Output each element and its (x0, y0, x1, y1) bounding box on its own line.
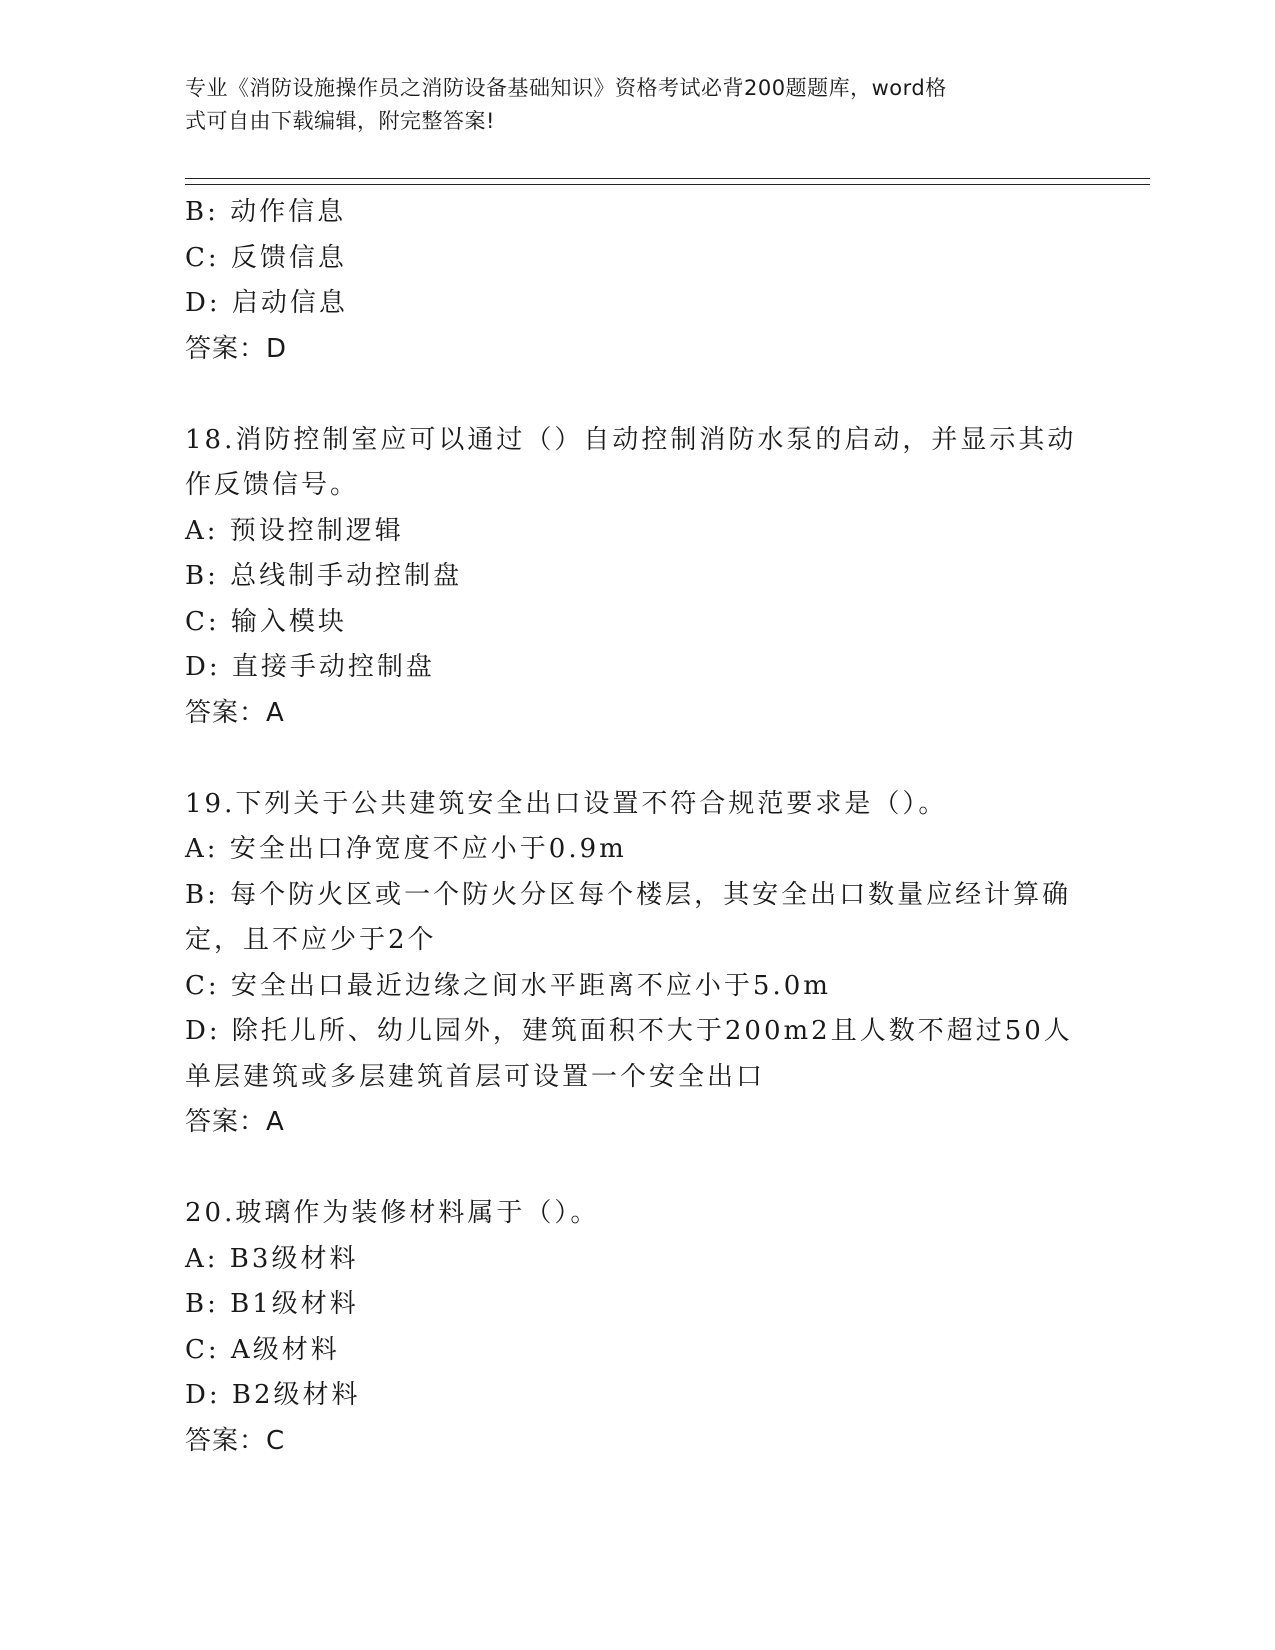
option-d: D: 直接手动控制盘 (185, 652, 435, 682)
question-20 (185, 1191, 1085, 1464)
option-c: C: 输入模块 (185, 606, 347, 637)
option-a: A: B3级材料 (185, 1243, 359, 1274)
answer-line (185, 1100, 1085, 1146)
answer-line (185, 691, 1085, 737)
spacer (185, 736, 1085, 782)
option-d: D: B2级材料 (185, 1380, 361, 1410)
question-stem-line-2: 作反馈信号。 (185, 470, 360, 500)
answer-value: D (266, 333, 288, 364)
option-b-line-2: 定，且不应少于2个 (185, 925, 437, 955)
answer-line (185, 1419, 1085, 1465)
question-stem: 20.玻璃作为装修材料属于（）。 (185, 1198, 600, 1228)
option-d: D: 启动信息 (185, 288, 348, 318)
spacer (185, 372, 1085, 418)
answer-label: 答案： (185, 1107, 267, 1137)
question-stem-line-1: 18.消防控制室应可以通过（）自动控制消防水泵的启动，并显示其动 (185, 424, 1077, 455)
option-b: B: B1级材料 (185, 1289, 359, 1319)
header-divider-thick (185, 178, 1150, 179)
answer-value: C (266, 1425, 286, 1456)
answer-label: 答案： (185, 1425, 267, 1456)
header-title-line-1: 专业《消防设施操作员之消防设备基础知识》资格考试必背200题题库，word格 (185, 76, 947, 100)
header-divider-thin (185, 184, 1150, 185)
option-b: B: 动作信息 (185, 197, 347, 227)
question-18 (185, 418, 1085, 737)
answer-label: 答案： (185, 697, 267, 728)
answer-line (185, 327, 1085, 373)
option-d-line-2: 单层建筑或多层建筑首层可设置一个安全出口 (185, 1061, 766, 1092)
option-c: C: 反馈信息 (185, 242, 347, 273)
document-body (185, 190, 1085, 1464)
option-b-line-1: B: 每个防火区或一个防火分区每个楼层，其安全出口数量应经计算确 (185, 879, 1072, 910)
option-d-line-1: D: 除托儿所、幼儿园外，建筑面积不大于200m2且人数不超过50人 (185, 1016, 1073, 1046)
answer-label: 答案： (185, 333, 267, 364)
question-19 (185, 782, 1085, 1146)
header-title-line-2: 式可自由下载编辑，附完整答案! (185, 109, 495, 133)
spacer (185, 1146, 1085, 1192)
option-a: A: 预设控制逻辑 (185, 515, 404, 546)
answer-value: A (266, 1107, 285, 1137)
question-17-continued (185, 190, 1085, 372)
question-stem: 19.下列关于公共建筑安全出口设置不符合规范要求是（）。 (185, 788, 948, 819)
option-c: C: 安全出口最近边缘之间水平距离不应小于5.0m (185, 970, 831, 1001)
option-a: A: 安全出口净宽度不应小于0.9m (185, 834, 627, 864)
document-header (185, 72, 1065, 138)
answer-value: A (266, 697, 285, 728)
option-c: C: A级材料 (185, 1334, 340, 1365)
option-b: B: 总线制手动控制盘 (185, 561, 463, 591)
